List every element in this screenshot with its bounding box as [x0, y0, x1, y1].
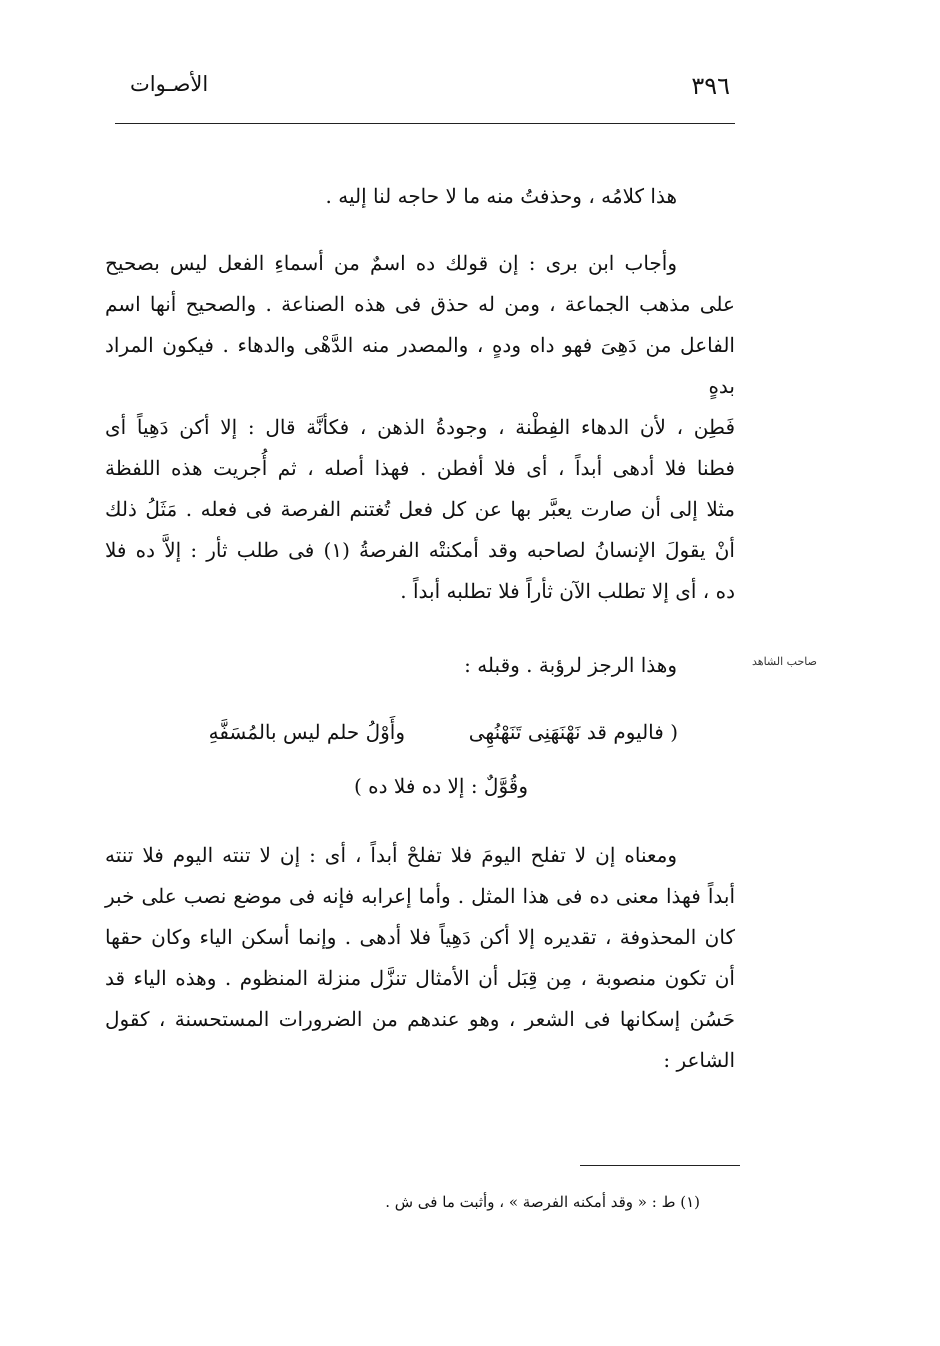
running-title: الأصـوات: [130, 72, 209, 96]
paragraph-3: [105, 835, 735, 1081]
verse-hemistich-2: وأَوْلُ حلم ليس بالمُسَفَّهِ: [208, 720, 405, 744]
margin-note: صاحب الشاهد: [752, 655, 817, 668]
paragraph-2-line: مثلا إلى أن صارت يعبَّر بها عن كل فعل تُغتنم الفرصة فى فعله . مَثَلُ ذلك: [105, 497, 735, 521]
footnote: (١) ط : « وقد أمكنه الفرصة » ، وأثبت ما فى ش .: [385, 1193, 700, 1211]
header-rule: [115, 123, 735, 124]
paragraph-3-line: أبداً فهذا معنى ده فى هذا المثل . وأما إعرابه فإنه فى موضع نصب على خبر: [105, 884, 735, 908]
paragraph-2-line: فطنا فلا أدهى أبداً ، أى فلا أفطن . فهذا أصله ، ثم أُجريت هذه اللفظة: [105, 456, 735, 480]
paragraph-3-line: الشاعر :: [663, 1048, 735, 1072]
paragraph-1: هذا كلامُه ، وحذفتُ منه ما لا حاجه لنا إليه .: [325, 184, 677, 208]
paragraph-3-line: أن تكون منصوبة ، مِن قِبَل أن الأمثال تنزَّل منزلة المنظوم . وهذه الياء قد: [105, 966, 735, 990]
paragraph-3-line: كان المحذوفة ، تقديره إلا أكن دَهِياً فلا أدهى . وإنما أسكن الياء وكان حقها: [105, 925, 735, 949]
paragraph-2: [105, 243, 735, 612]
page-header: [110, 72, 740, 112]
page-number: ٣٩٦: [691, 72, 730, 100]
paragraph-2-line: أنْ يقولَ الإنسانُ لصاحبه وقد أمكنتْه الفرصةُ (١) فى طلب ثأر : إلاَّ ده فلا: [105, 538, 735, 562]
paragraph-2-line: وأجاب ابن برى : إن قولك ده اسمٌ من أسماءِ الفعل ليس بصحيح: [105, 251, 677, 275]
verse-hemistich-1: ( فاليوم قد نَهْنَهَنِى تَنَهْنُهِى: [468, 720, 678, 744]
paragraph-3-line: حَسُن إسكانها فى الشعر ، وهو عندهم من الضرورات المستحسنة ، كقول: [105, 1007, 735, 1031]
verse-hemistich-3: وقُوَّلٌ : إلا ده فلا ده ): [354, 774, 528, 798]
paragraph-2-line: فَطِن ، لأن الدهاء الفِطْنة ، وجودةُ الذهن ، فكأنَّة قال : إلا أكن دَهِياً أى: [105, 415, 735, 439]
verse-intro: وهذا الرجز لرؤبة . وقبله :: [464, 653, 677, 677]
paragraph-2-line: الفاعل من دَهِىَ فهو داه ودهٍ ، والمصدر منه الدَّهْى والدهاء . فيكون المراد بدهٍ: [105, 333, 735, 398]
paragraph-2-line: على مذهب الجماعة ، ومن له حذق فى هذه الصناعة . والصحيح أنها اسم: [105, 292, 735, 316]
paragraph-2-line: ده ، أى إلا تطلب الآن ثأراً فلا تطلبه أبداً .: [400, 579, 735, 603]
paragraph-3-line: ومعناه إن لا تفلح اليومَ فلا تفلحْ أبداً ، أى : إن لا تنته اليوم فلا تنته: [105, 843, 677, 867]
footnote-rule: [580, 1165, 740, 1166]
